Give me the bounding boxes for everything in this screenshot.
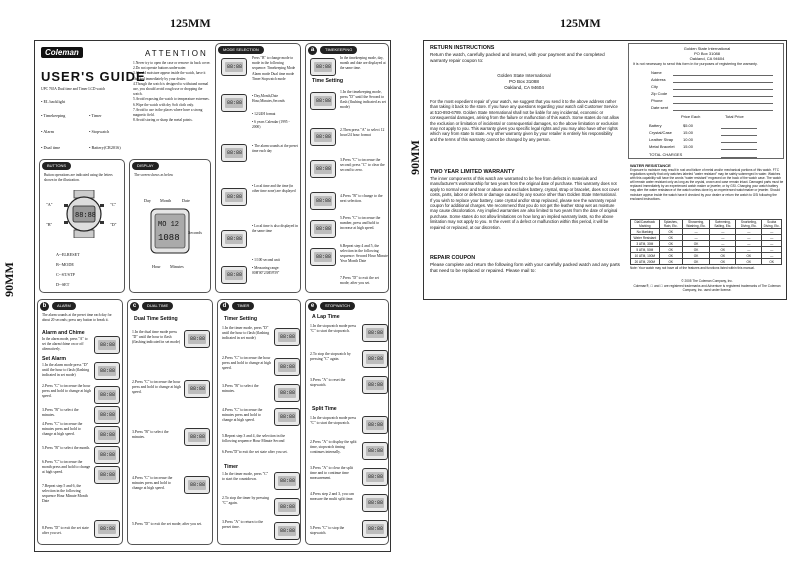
attention-item: 6.Wipe the watch with dry Soft cloth only. (133, 102, 195, 107)
dual-step: 1.In the dual time mode press "D" until the hour to flash (flashing indicated in set mode) (132, 330, 181, 344)
wr-cell: OK (659, 253, 682, 259)
display-note: The screen shows as below (134, 173, 174, 177)
timer-run-step: 2.To stop the timer by pressing "C" again. (222, 496, 269, 505)
timer-sub-title: Timer (224, 464, 239, 470)
attention-item: 3.Should moisture appear inside the watch, have it checked immediately by your dealer. (133, 71, 206, 81)
lcd-icon (362, 376, 388, 394)
water-text: Exposure to moisture may result in rust and failure of metal and/or mechanical portions of this watch. FTC regulations specify that only watches labeled "water resistant" may be safely submerged in water. Watches with this capability will have the words "water resistant" engraved on the back of the watch case. The watch will remain water resistant only as long as the crystal, crown and case remain intact. Damaged parts must be replaced immediately by an experienced watch maker or jeweler, or by GSI. Changing your watch battery may alter the water resistance of the watch unless done by an experienced watchmaker or jeweler. Should moisture appear inside the watch have it checked by your dealer or return the watch to GSI following the enclosed instructions. (630, 168, 784, 201)
timekeeping-panel (305, 43, 389, 293)
lcd-icon (310, 192, 336, 210)
price-value: $5.00 (683, 123, 694, 128)
buttons-panel (39, 159, 125, 293)
button-legend-c: C--ST/STP (56, 272, 75, 277)
mode-step: • Local time and the time (in other time zone) are displayed (252, 184, 296, 194)
alarm-step: 4.Press "C" to increase the minutes press and hold to change at high speed. (42, 422, 83, 436)
water-resistance-table (630, 219, 782, 265)
right-height-label: 90MM (407, 140, 422, 175)
wr-header: Swimming, Sailing, Etc. (710, 220, 736, 229)
wr-cell: OK (682, 247, 710, 253)
time-setting-step: 4.Press "B" to change to the next selection. (340, 194, 383, 203)
time-setting-step: 6.Repeat step 4 and 5, the selection in the following sequence: Second Hour Minute Year Month Date (340, 244, 388, 263)
lcd-icon (274, 384, 300, 402)
wr-cell: OK (682, 253, 710, 259)
total-line[interactable] (721, 157, 757, 158)
lcd-icon (221, 144, 247, 162)
return-text: Return the watch, carefully packed and insured, with your payment and the completed warranty repair coupon to: (430, 52, 605, 63)
coupon-text: Please complete and return the following form with your carefully packed watch and any parts that need to be replaced or repaired. Please mail to: (430, 262, 620, 273)
alarm-chime-text: In the alarm mode, press "A" to set the alarm/chime on or off alternatively. (42, 337, 88, 352)
mode-tab: MODE SELECTION (218, 46, 264, 54)
warranty-text: The inner components of this watch are warranted to be free from defects in materials and manufacturer's workmanship for two years from the original date of purchase. This warranty does not apply to normal wear and tear or abuse and excludes battery, crystal, strap or bracelet, does not cover costs, parts, labor or defects or damage caused by any source other than Golden State International. If you wish to replace your battery, case crystal and/or strap replaced, please see the warranty repair coupon for additional charges. We recommend that you do not get the leather strap wet as moisture may cause discoloration. Any implied warranties are also limited to two years from the date of original purchase. Some states do not allow limitations on how long an implied warranty lasts, so the above limitation may not apply to you. In the event of a defect or malfunction within this period, it will be repaired or replaced, at our discretion. (430, 176, 620, 230)
mode-step: • The alarm sounds at the preset time each day (252, 144, 298, 154)
wr-cell: OK (659, 235, 682, 241)
timer-run-step: 3.Press "A" to return to the preset time. (222, 520, 264, 529)
alarm-step: 5.Press "B" to select the month. (42, 446, 91, 450)
timekeeping-tab: TIMEKEEPING (320, 46, 357, 54)
section-letter: e (308, 302, 317, 311)
left-manual-sheet (34, 40, 391, 552)
lcd-icon (274, 522, 300, 540)
wr-header: Snorkeling, Diving, Etc. (736, 220, 762, 229)
form-field-city: City (651, 84, 658, 89)
form-field-phone: Phone (651, 98, 663, 103)
lcd-icon (274, 408, 300, 426)
button-label-d: "D" (110, 222, 117, 227)
lcd-icon (94, 466, 120, 484)
lcd-icon (94, 446, 120, 464)
wr-cell: — (736, 235, 762, 241)
attention-item: 7.Avoid to use in the places where have a strong magnetic field. (133, 107, 203, 118)
wr-cell: 3 ATM, 30M (631, 241, 660, 247)
timekeeping-intro: In the timekeeping mode, day, month and date are displayed at the same time. (340, 56, 386, 71)
section-letter: d (220, 302, 229, 311)
wr-cell: OK (659, 241, 682, 247)
coupon-address: PO Box 31088 (693, 51, 721, 56)
wr-cell: OK (710, 247, 736, 253)
time-setting-title: Time Setting (312, 78, 344, 84)
dual-step: 2.Press "C" to increase the hour press and hold to change at high speed. (132, 380, 181, 394)
attention-item: 2.Do not operate buttons underwater. (133, 66, 187, 71)
address-line: Oakland, CA 94604 (504, 85, 544, 90)
lcd-icon (184, 380, 210, 398)
feature-item: • EL backlight (41, 99, 66, 104)
lcd-icon (184, 428, 210, 446)
section-letter: c (130, 302, 139, 311)
lcd-icon (310, 248, 336, 266)
lcd-icon (362, 442, 388, 460)
wr-cell: — (736, 229, 762, 235)
form-field-line[interactable] (673, 82, 773, 83)
lcd-icon (362, 416, 388, 434)
lcd-icon (362, 324, 388, 342)
timer-step: 6.Press"D"to exit the set state after you set. (222, 450, 288, 454)
buttons-tab: BUTTONS (42, 162, 71, 170)
wr-cell: — (710, 235, 736, 241)
warranty-title: TWO YEAR LIMITED WARRANTY (430, 169, 515, 175)
lcd-icon (362, 494, 388, 512)
watch-illustration (62, 190, 106, 238)
price-header: Total Price (725, 114, 744, 119)
table-row (631, 259, 782, 265)
form-field-line[interactable] (673, 96, 773, 97)
left-height-label: 90MM (1, 262, 16, 297)
alarm-chime-title: Alarm and Chime (42, 330, 85, 336)
svg-text:1088: 1088 (158, 233, 180, 243)
coupon-form (628, 43, 784, 159)
timer-title: Timer Setting (224, 316, 258, 322)
lcd-icon (362, 350, 388, 368)
display-label-day: Day (144, 198, 151, 203)
wr-cell: — (762, 229, 782, 235)
svg-text:MO 12: MO 12 (158, 221, 180, 229)
total-label: TOTAL CHARGES (649, 152, 683, 157)
time-setting-step: 7.Press "D" to exit the set mode; after you set. (340, 276, 379, 285)
set-alarm-title: Set Alarm (42, 356, 67, 362)
attention-item: 8.Avoid storing or sharp the metal points. (133, 118, 193, 123)
wr-cell: OK (682, 259, 710, 265)
coupon-address: Golden State International (683, 46, 731, 51)
lcd-icon (221, 58, 247, 76)
form-field-zip: Zip Code (651, 91, 668, 96)
wr-cell: 10 ATM, 100M (631, 253, 660, 259)
alarm-step: 6.Press "C" to increase the month press and hold to change at high speed. (42, 460, 91, 474)
form-field-address: Address (651, 77, 666, 82)
dual-time-title: Dual Time Setting (134, 316, 178, 322)
stopwatch-panel (305, 299, 389, 545)
copyright-line: © 2005 The Coleman Company, Inc. (681, 279, 733, 283)
wr-cell: — (710, 241, 736, 247)
display-label-minutes: Minutes (170, 264, 184, 269)
display-tab: DISPLAY (132, 162, 159, 170)
lcd-icon (184, 330, 210, 348)
price-header: Price Each (681, 114, 701, 119)
wr-header: Showering, Washing, Etc. (682, 220, 710, 229)
wr-cell: — (736, 247, 762, 253)
attention-list (133, 61, 211, 123)
button-label-c: "C" (110, 202, 117, 207)
button-label-b: "B" (46, 222, 53, 227)
wr-cell: OK (659, 229, 682, 235)
alarm-intro: The alarm sounds at the preset time each day for about 20 seconds; press any button to break it. (42, 313, 112, 323)
attention-item: 1.Never try to open the case or remove its back cover. (133, 61, 211, 65)
price-line[interactable] (721, 128, 757, 129)
mode-step: • 6 years Calendar (1995 - 2000) (252, 120, 290, 130)
alarm-step: 1.In the alarm mode press "D" until the hour to flash (flashing indicated in set mode) (42, 363, 90, 377)
lap-step: 1.In the stopwatch mode press "C" to start the stopwatch. (310, 324, 357, 333)
wr-cell: — (682, 229, 710, 235)
lcd-icon (274, 358, 300, 376)
alarm-tab: ALARM (52, 302, 76, 310)
price-line[interactable] (721, 135, 757, 136)
mode-step: • 1/100 second unit (252, 258, 280, 262)
svg-text:88:88: 88:88 (75, 212, 97, 220)
coleman-logo: Coleman (41, 47, 83, 58)
split-title: Split Time (312, 406, 337, 412)
dual-step: 5.Press "D" to exit the set mode; after you set. (132, 522, 203, 526)
wr-cell: OK (762, 259, 782, 265)
form-field-line[interactable] (673, 89, 773, 90)
section-letter: b (40, 302, 49, 311)
lcd-icon (221, 188, 247, 206)
alarm-step: 8.Press "D" to exit the set state after you set. (42, 526, 89, 535)
lcd-icon (184, 476, 210, 494)
lcd-icon (310, 92, 336, 110)
form-field-line[interactable] (673, 103, 773, 104)
price-value: 15.00 (683, 144, 694, 149)
lcd-icon (94, 336, 120, 354)
lcd-icon (221, 94, 247, 112)
split-step: 2.Press "A" to display the split time, stopwatch timing continues internally. (310, 440, 357, 454)
lcd-icon (362, 468, 388, 486)
time-setting-step: 3.Press "C" to increase the second; press "C" to clear the second to zero. (340, 158, 385, 172)
split-step: 4.Press step 2 and 3, you can measure the multi split time. (310, 492, 354, 501)
wr-cell: 5 ATM, 50M (631, 247, 660, 253)
mode-step: • Day,Month,Date Hour,Minutes,Seconds (252, 94, 285, 104)
form-field-name: Name (651, 70, 662, 75)
price-item: Leather Strap (649, 137, 674, 142)
timer-step: 1.In the timer mode, press "D" until the hour to flash (flashing indicated in set mode) (222, 326, 270, 340)
timer-step: 4.Press "C" to increase the minutes press and hold to change at high speed. (222, 408, 263, 422)
wr-cell: OK (710, 259, 736, 265)
price-value: 10.00 (683, 137, 694, 142)
mode-step: • 12/24H format (252, 112, 276, 116)
return-title: RETURN INSTRUCTIONS (430, 45, 495, 51)
lcd-icon (94, 362, 120, 380)
lcd-icon (274, 328, 300, 346)
lcd-icon (310, 220, 336, 238)
wr-header: Scuba Diving, Etc. (763, 220, 780, 228)
button-label-a: "A" (46, 202, 53, 207)
alarm-step: 2.Press "C" to increase the hour press and hold to change at high speed. (42, 384, 91, 398)
wr-note: Note: Your watch may not have all of the features and functions listed within this manual. (630, 266, 755, 270)
alarm-step: 3.Press "B" to select the minutes. (42, 408, 79, 417)
guide-title: USER'S GUIDE (41, 69, 146, 84)
address-line: Golden State International (497, 73, 551, 78)
attention-item: 4.Though the watch is designed to withstand normal use, you should avoid rough use or dropping the watch. (133, 81, 209, 97)
wr-cell: — (762, 235, 782, 241)
mode-text: Press "B" to change mode to mode in the following sequence: Timekeeping Mode Alarm mode Dual time mode Timer Stopwatch mode (252, 56, 296, 81)
feature-item: • Timer (89, 113, 102, 118)
time-setting-step: 5.Press "C" to increase the number, press and hold to increase at high speed. (340, 216, 381, 230)
coupon-note: It is not necessary to send this form in for purposes of registering the warranty. (633, 62, 758, 66)
wr-cell: OK (659, 247, 682, 253)
section-letter: a (308, 46, 317, 55)
wr-header: Splashes, Rain, Etc. (659, 220, 682, 229)
split-step: 3.Press "A" to clear the split time and to continue time measurement. (310, 466, 353, 480)
timer-run-step: 1.In the timer mode, press "C" to start the countdown. (222, 472, 269, 481)
lap-step: 3.Press "A" to reset the stopwatch. (310, 378, 346, 387)
lap-step: 2.To stop the stopwatch by pressing "C" again. (310, 352, 351, 361)
right-width-label: 125MM (560, 16, 601, 30)
attention-item: 5.Avoid exposing the watch to temperature extremes. (133, 97, 210, 102)
model-line: UPC 765A Dual time and Timer LCD watch (41, 87, 105, 91)
wr-cell: — (710, 229, 736, 235)
wr-header: Dial/Caseback Marking (631, 220, 660, 229)
display-label-hour: Hour (152, 264, 161, 269)
dual-step: 3.Press "B" to select the minutes. (132, 430, 169, 439)
price-line[interactable] (721, 149, 757, 150)
left-width-label: 125MM (170, 16, 211, 30)
feature-item: • Alarm (41, 129, 54, 134)
feature-item: • Timekeeping (41, 113, 66, 118)
wr-cell: OK (659, 259, 682, 265)
copyright-line: Coleman®, ☐ and ☐ are registered trademarks and Adventure is registered trademarks of The Coleman Company, Inc. used under license. (633, 284, 781, 292)
wr-cell: OK (736, 259, 762, 265)
mode-panel (215, 43, 301, 293)
wr-cell: — (762, 241, 782, 247)
attention-title: ATTENTION (145, 49, 208, 58)
right-warranty-sheet (423, 40, 787, 300)
display-illustration (150, 208, 190, 254)
wr-cell: No Marking (631, 229, 660, 235)
price-item: Crystal/Case (649, 130, 672, 135)
dual-time-panel (127, 299, 213, 545)
service-text: For the most expedient repair of your watch, we suggest that you send it to the above address rather than taking it back to the store. If you have any questions regarding your watch call Customer Service at 510-893-6789. Golden State International shall not be liable for any incidental, economic or consequential damages, arising from the failure or malfunction of this watch. Some states do not allow the exclusion or limitation of incidental or consequential damages, so the above limitation or exclusion may not apply to you. This warranty gives you specific legal rights and you may also have other rights which vary from state to state. Any other warranty given by your retailer is entirely his responsibility and the terms of this warranty cannot be changed by any person. (430, 99, 620, 142)
price-line[interactable] (721, 142, 757, 143)
time-setting-step: 2.Then press "A" to select 12 hour/24 hour format (340, 128, 385, 137)
lcd-icon (310, 160, 336, 178)
wr-cell: — (682, 235, 710, 241)
lcd-icon (310, 128, 336, 146)
price-item: Metal Bracelet (649, 144, 675, 149)
lcd-icon (94, 406, 120, 424)
split-step: 1.In the stopwatch mode press "C" to start the stopwatch. (310, 416, 357, 425)
dual-step: 4.Press "C" to increase the minutes press and hold to change at high speed. (132, 476, 173, 490)
time-setting-step: 1.In the timekeeping mode, press "D" until the Second to flash (flashing indicated as set mode) (340, 90, 386, 109)
display-label-seconds: Seconds (188, 230, 202, 235)
lcd-icon (362, 520, 388, 538)
wr-cell: OK (710, 253, 736, 259)
display-panel (129, 159, 211, 293)
timer-panel (217, 299, 301, 545)
lcd-icon (274, 472, 300, 490)
alarm-panel (37, 299, 123, 545)
split-step: 5.Press "C" to stop the stopwatch. (310, 526, 345, 535)
mode-step: • Measuring range: 00H'00"23H59'59" (252, 266, 280, 276)
feature-item: • Dual time (41, 145, 61, 150)
lcd-icon (94, 386, 120, 404)
lap-title: A Lap Time (312, 314, 340, 320)
address-line: PO Box 31088 (509, 79, 539, 84)
lcd-icon (310, 58, 336, 76)
coupon-title: REPAIR COUPON (430, 255, 476, 261)
button-legend-a: A--ELRESET (56, 252, 80, 257)
water-title: WATER RESISTANCE (630, 163, 671, 168)
wr-header-row (631, 220, 782, 229)
lcd-icon (94, 426, 120, 444)
feature-item: • Stopwatch (89, 129, 110, 134)
wr-cell: OK (682, 241, 710, 247)
coupon-address: Oakland, CA 94604 (689, 56, 725, 61)
wr-cell: — (762, 253, 782, 259)
timer-step: 3.Press "B" to select the minutes. (222, 384, 259, 393)
buttons-note: Button operations are indicated using the letters shown in the illustration. (44, 173, 113, 183)
stopwatch-tab: STOPWATCH (320, 302, 355, 310)
dual-time-tab: DUAL TIME (142, 302, 173, 310)
display-label-date: Date (182, 198, 190, 203)
price-value: 15.00 (683, 130, 694, 135)
feature-item: • Battery(CR2016) (89, 145, 121, 150)
display-label-month: Month (160, 198, 172, 203)
wr-cell: OK (736, 253, 762, 259)
timer-step: 2.Press "C" to increase the hour press and hold to change at high speed. (222, 356, 271, 370)
lcd-icon (221, 266, 247, 284)
button-legend-b: B--MODE (56, 262, 74, 267)
form-field-date: Date sent (651, 105, 669, 110)
form-field-line[interactable] (673, 75, 773, 76)
lcd-icon (274, 498, 300, 516)
lcd-icon (94, 520, 120, 538)
alarm-step: 7.Repeat step 5 and 6, the selection in the following sequence Hour Minute Month Date (42, 484, 88, 503)
mode-step: • Local time is also displayed in the same time (252, 224, 298, 234)
timer-tab: TIMER (232, 302, 254, 310)
form-field-line[interactable] (673, 110, 773, 111)
timer-step: 5.Repeat step 3 and 4, the selection in the following sequence Hour Minute Second (222, 434, 286, 443)
lcd-icon (221, 230, 247, 248)
wr-cell: 20 ATM, 200M (631, 259, 660, 265)
price-item: Battery (649, 123, 662, 128)
wr-cell: Water Resistant (631, 235, 660, 241)
wr-cell: — (762, 247, 782, 253)
button-legend-d: D--SET (56, 282, 70, 287)
wr-cell: — (736, 241, 762, 247)
